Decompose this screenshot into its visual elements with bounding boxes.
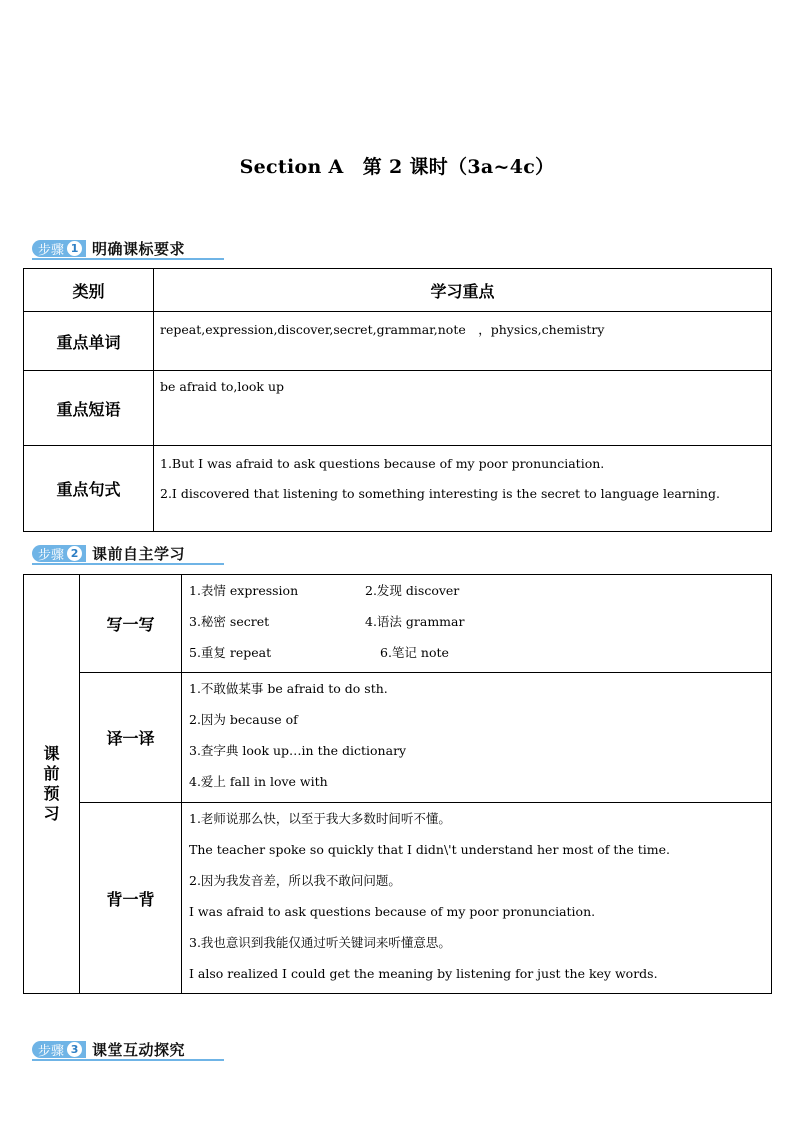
step-label: 课堂互动探究 <box>92 1040 186 1059</box>
content-line: 2.I discovered that listening to something interesting is the secret to language learning. <box>160 486 720 501</box>
list-item: 3.秘密 secret 4.语法 grammar <box>189 614 465 629</box>
section-label-text: 课 前 预 习 <box>43 744 60 823</box>
content-line: repeat,expression,discover,secret,grammar,note ，physics,chemistry <box>160 322 605 337</box>
section-label <box>24 575 80 994</box>
recite-content <box>182 803 772 994</box>
list-item: 1.老师说那么快，以至于我大多数时间听不懂。 <box>189 811 451 826</box>
learning-goals-table <box>23 268 772 532</box>
table-row <box>24 312 772 371</box>
page-title: Section A 第 2 课时（3a~4c） <box>239 156 555 178</box>
translate-row <box>24 673 772 803</box>
translate-content <box>182 673 772 803</box>
translate-label: 译一译 <box>80 673 182 803</box>
step-label: 明确课标要求 <box>92 239 186 258</box>
content-line: 1.But I was afraid to ask questions because of my poor pronunciation. <box>160 456 605 471</box>
step-label: 课前自主学习 <box>92 544 186 563</box>
list-item: The teacher spoke so quickly that I didn\'t understand her most of the time. <box>189 842 671 857</box>
recite-label: 背一背 <box>80 803 182 994</box>
step-number: 2 <box>67 546 82 561</box>
list-item: 1.不敢做某事 be afraid to do sth. <box>189 681 388 696</box>
row-content <box>154 312 772 371</box>
row-category: 重点句式 <box>24 446 154 532</box>
step-badge: 步骤 3 <box>32 1041 86 1058</box>
write-content <box>182 575 772 673</box>
list-item: 3.我也意识到我能仅通过听关键词来听懂意思。 <box>189 935 451 950</box>
row-category: 重点短语 <box>24 371 154 446</box>
step-number: 3 <box>67 1042 82 1057</box>
table-header-row <box>24 269 772 312</box>
step-2-heading <box>32 543 185 563</box>
row-category: 重点单词 <box>24 312 154 371</box>
content-line: be afraid to,look up <box>160 379 285 394</box>
row-content <box>154 371 772 446</box>
list-item: 2.因为我发音差，所以我不敢问问题。 <box>189 873 401 888</box>
row-content <box>154 446 772 532</box>
list-item: 1.表情 expression 2.发现 discover <box>189 583 460 598</box>
list-item: 5.重复 repeat 6.笔记 note <box>189 645 449 660</box>
step-number: 1 <box>67 241 82 256</box>
step-3-heading <box>32 1039 185 1059</box>
header-category: 类别 <box>24 269 154 312</box>
step-1-heading <box>32 238 185 258</box>
recite-row <box>24 803 772 994</box>
step-badge: 步骤 2 <box>32 545 86 562</box>
write-row <box>24 575 772 673</box>
table-row <box>24 371 772 446</box>
step-underline <box>32 258 224 260</box>
step-underline <box>32 563 224 565</box>
header-focus: 学习重点 <box>154 269 772 312</box>
list-item: 3.查字典 look up…in the dictionary <box>189 743 407 758</box>
list-item: 4.爱上 fall in love with <box>189 774 328 789</box>
preview-table <box>23 574 772 994</box>
list-item: I also realized I could get the meaning by listening for just the key words. <box>189 966 658 981</box>
list-item: 2.因为 because of <box>189 712 298 727</box>
step-underline <box>32 1059 224 1061</box>
list-item: I was afraid to ask questions because of my poor pronunciation. <box>189 904 596 919</box>
step-badge: 步骤 1 <box>32 240 86 257</box>
table-row <box>24 446 772 532</box>
write-label: 写一写 <box>80 575 182 673</box>
